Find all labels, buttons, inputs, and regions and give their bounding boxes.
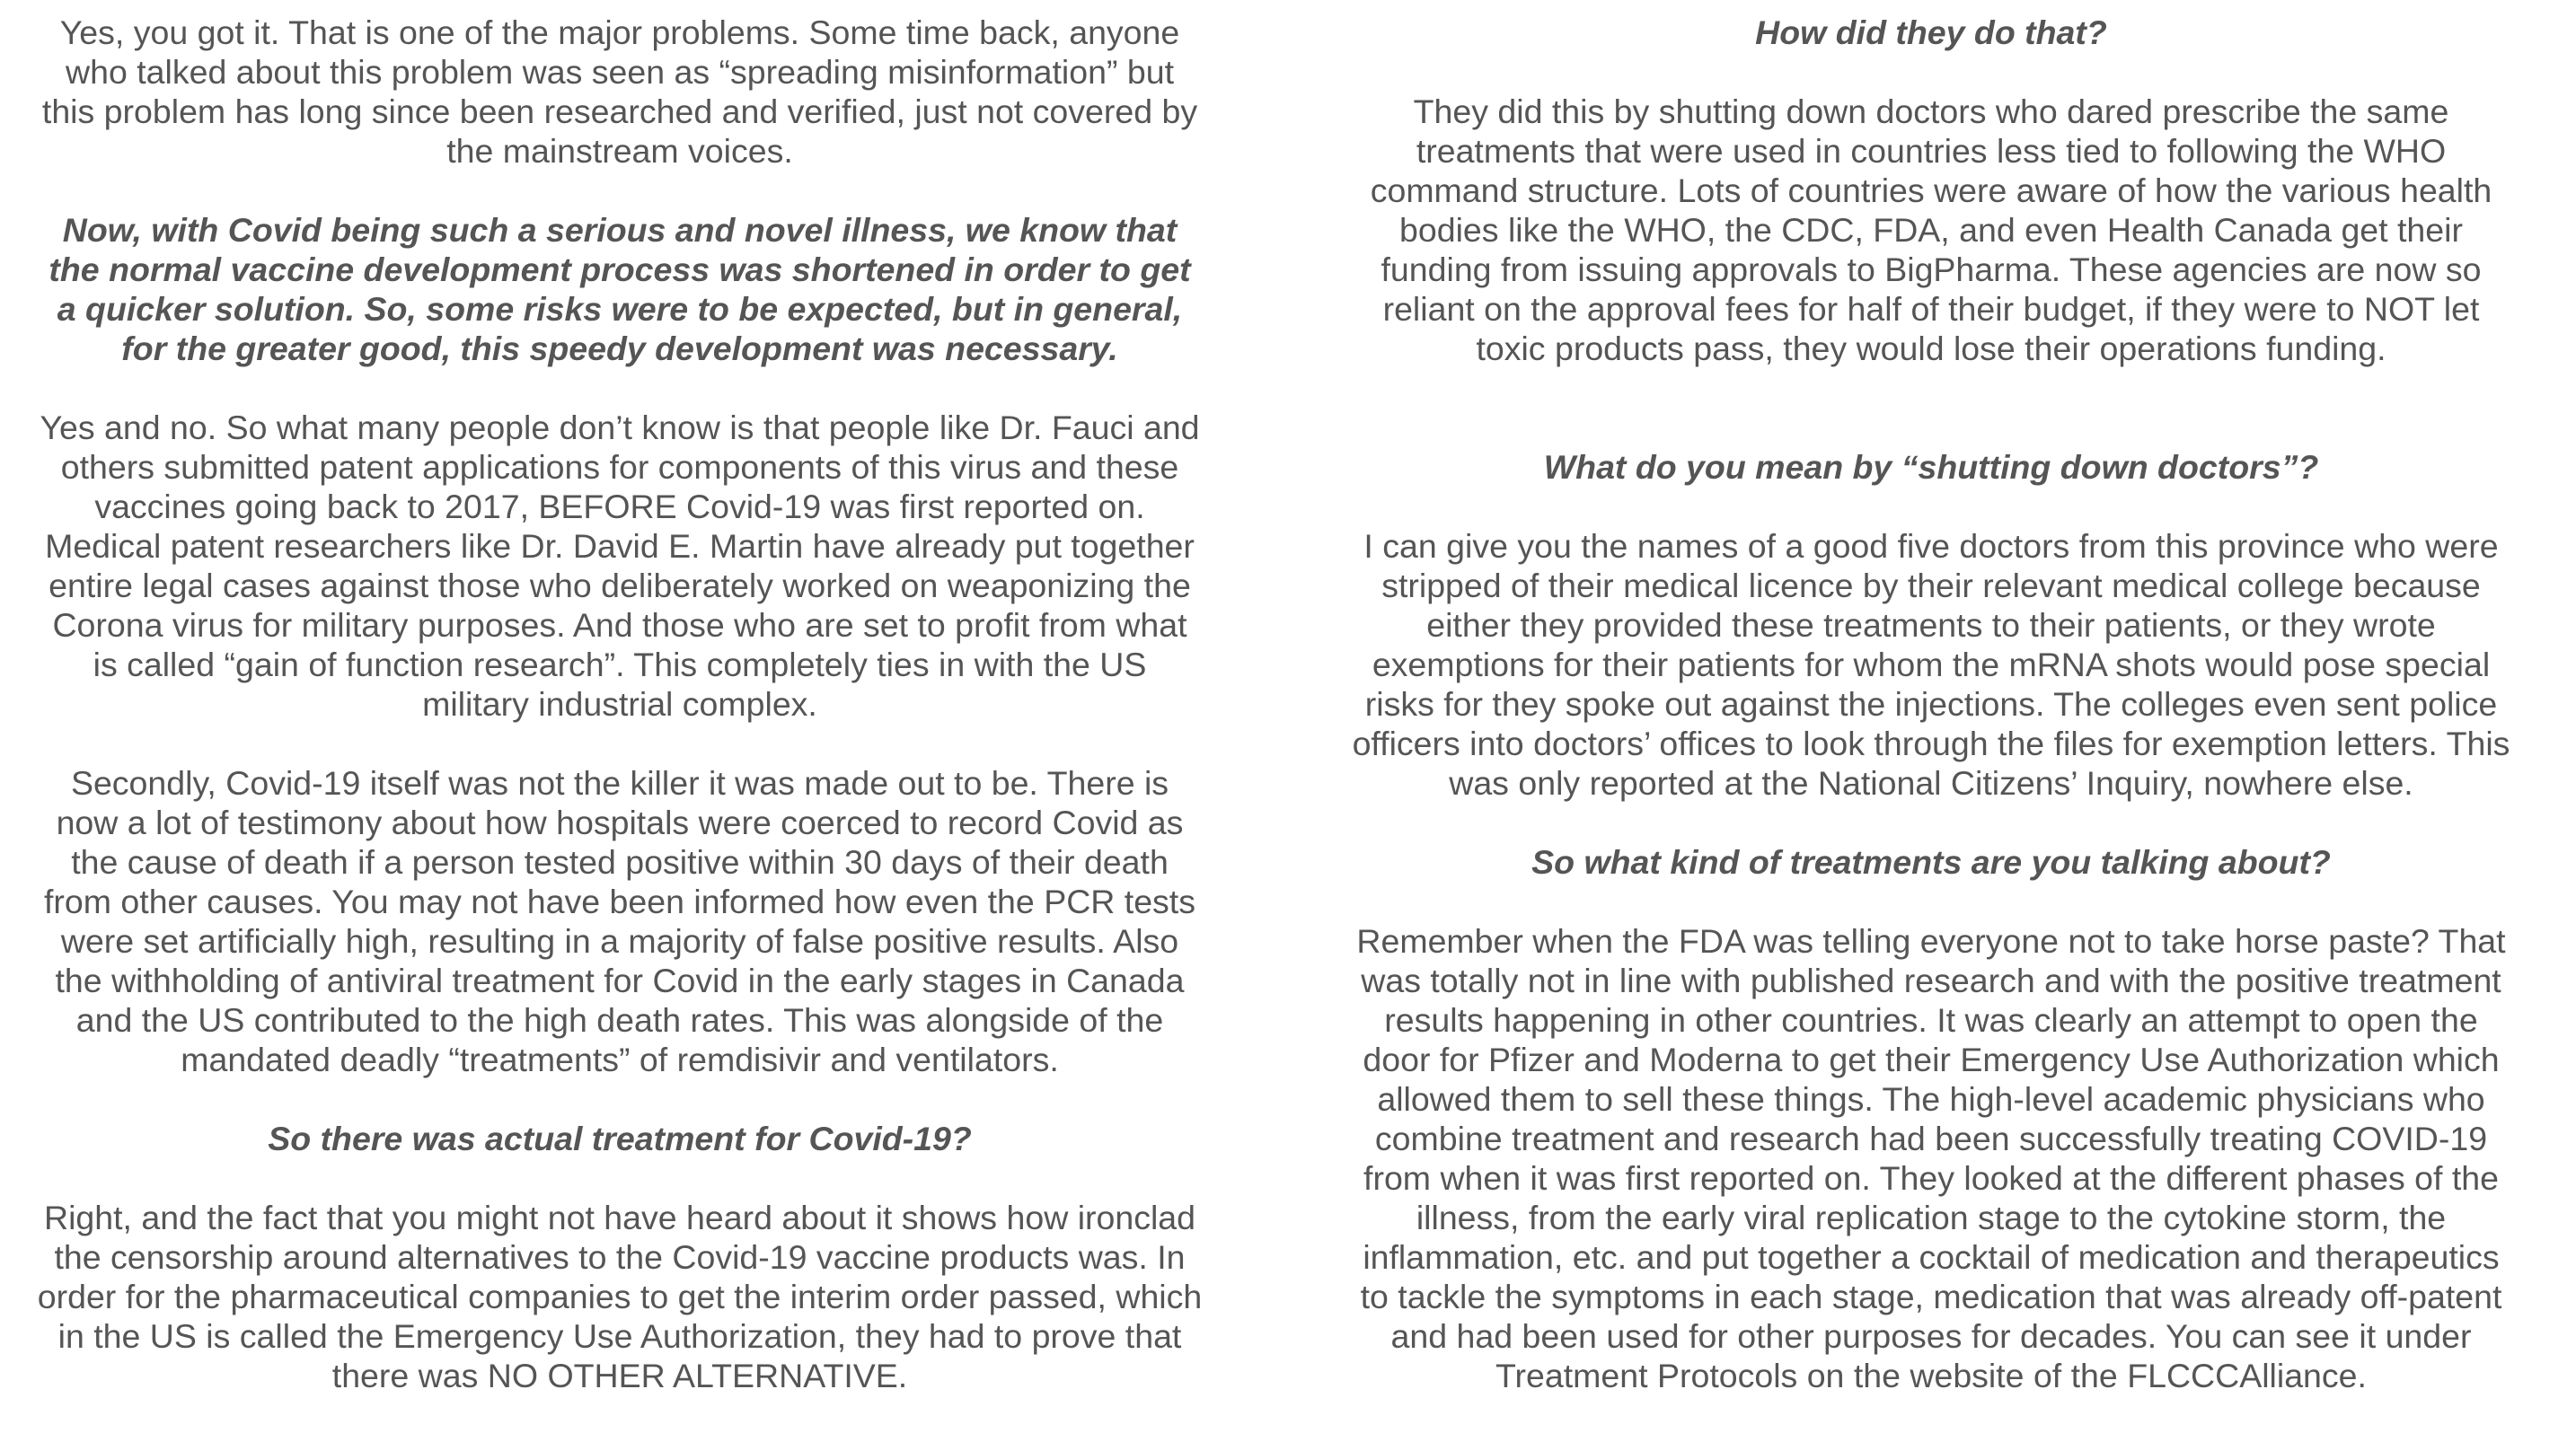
question-heading: So there was actual treatment for Covid-19? <box>268 1120 972 1157</box>
answer-paragraph: Remember when the FDA was telling everyone not to take horse paste? That was totally not in line with published research and with the positive treatment results happening in other countries. It was clearly an attempt to open the door for Pfizer and Moderna to get their Emergency Use Authorization which allowed them to sell these things. The high-level academic physicians who combine treatment and research had been successfully treating COVID-19 from when it was first reported on. They looked at the different phases of the illness, from the early viral replication stage to the cytokine storm, the inflammation, etc. and put together a cocktail of medication and therapeutics to tackle the symptoms in each stage, medication that was already off-patent and had been used for other purposes for decades. You can see it under Treatment Protocols on the website of the FLCCCAlliance. <box>1356 922 2506 1394</box>
answer-paragraph: Yes, you got it. That is one of the major problems. Some time back, anyone who talked about this problem was seen as “spreading misinformation” but this problem has long since been researched and verified, just not covered by the mainstream voices. <box>41 13 1198 170</box>
answer-paragraph: Yes and no. So what many people don’t know is that people like Dr. Fauci and others submitted patent applications for components of this virus and these vaccines going back to 2017, BEFORE Covid-19 was first reported on. Medical patent researchers like Dr. David E. Martin have already put together entire legal cases against those who deliberately worked on weaponizing the Corona virus for military purposes. And those who are set to profit from what is called “gain of function research”. This completely ties in with the US military industrial complex. <box>40 409 1200 723</box>
right-column <box>1347 13 2515 1435</box>
question-heading: What do you mean by “shutting down doctors”? <box>1543 448 2319 486</box>
question-heading: How did they do that? <box>1755 13 2107 51</box>
answer-paragraph: Secondly, Covid-19 itself was not the killer it was made out to be. There is now a lot of testimony about how hospitals were coerced to record Covid as the cause of death if a person tested positive within 30 days of their death from other causes. You may not have been informed how even the PCR tests were set artificially high, resulting in a majority of false positive results. Also the withholding of antiviral treatment for Covid in the early stages in Canada and the US contributed to the high death rates. This was alongside of the mandated deadly “treatments” of remdisivir and ventilators. <box>44 764 1195 1078</box>
question-heading: So what kind of treatments are you talking about? <box>1531 843 2331 881</box>
question-paragraph: Now, with Covid being such a serious and novel illness, we know that the normal vaccine development process was shortened in order to get a quicker solution. So, some risks were to be expected, but in general, for the greater good, this speedy development was necessary. <box>49 211 1191 367</box>
answer-paragraph: They did this by shutting down doctors who dared prescribe the same treatments that were used in countries less tied to following the WHO command structure. Lots of countries were aware of how the various health bodies like the WHO, the CDC, FDA, and even Health Canada get their funding from issuing approvals to BigPharma. These agencies are now so reliant on the approval fees for half of their budget, if they were to NOT let toxic products pass, they would lose their operations funding. <box>1370 92 2492 367</box>
left-column <box>36 13 1204 1435</box>
answer-paragraph: Right, and the fact that you might not have heard about it shows how ironclad the censorship around alternatives to the Covid-19 vaccine products was. In order for the pharmaceutical companies to get the interim order passed, which in the US is called the Emergency Use Authorization, they had to prove that there was NO OTHER ALTERNATIVE. <box>37 1199 1203 1394</box>
answer-paragraph: I can give you the names of a good five doctors from this province who were stripped of their medical licence by their relevant medical college because either they provided these treatments to their patients, or they wrote exemptions for their patients for whom the mRNA shots would pose special risks for they spoke out against the injections. The colleges even sent police officers into doctors’ offices to look through the files for exemption letters. This was only reported at the National Citizens’ Inquiry, nowhere else. <box>1352 527 2510 802</box>
